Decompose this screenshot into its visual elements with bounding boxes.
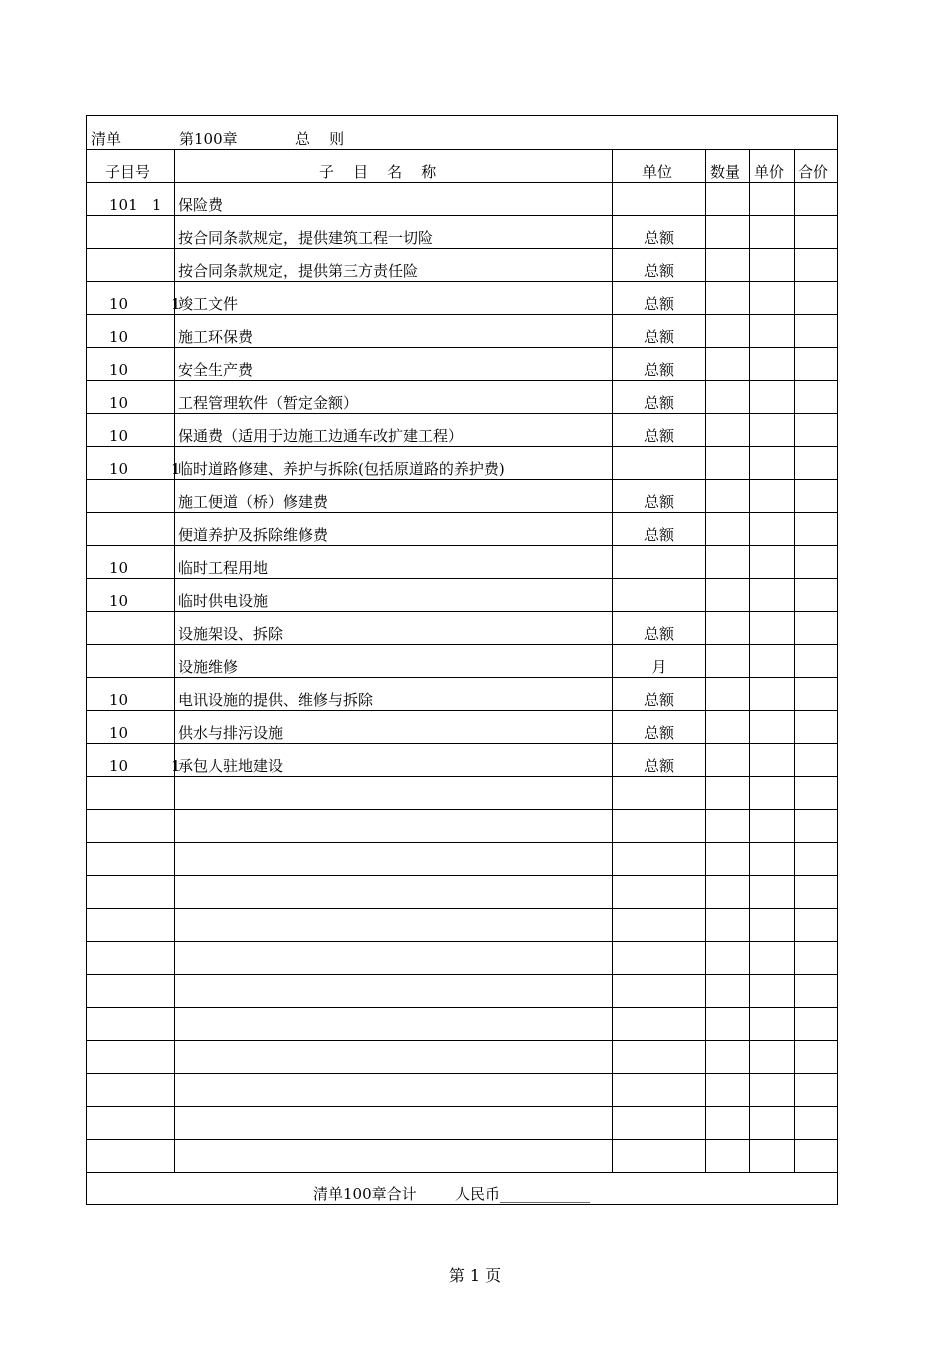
cell-name: 电讯设施的提供、维修与拆除 xyxy=(178,691,374,709)
cell-code: 10 xyxy=(109,691,129,709)
table-row xyxy=(87,248,837,281)
cell-code: 10 1 xyxy=(109,757,181,775)
cell-name: 设施维修 xyxy=(178,658,239,676)
table-row xyxy=(87,1040,837,1073)
table-row xyxy=(87,776,837,809)
cell-unit: 总额 xyxy=(643,328,674,346)
table-row xyxy=(87,1139,837,1172)
table-row xyxy=(87,545,837,578)
table-row xyxy=(87,875,837,908)
table-row xyxy=(87,512,837,545)
cell-unit: 总额 xyxy=(643,724,674,742)
cell-name: 承包人驻地建设 xyxy=(178,757,284,775)
cell-name: 施工环保费 xyxy=(178,328,254,346)
cell-unit: 总额 xyxy=(643,361,674,379)
table-row xyxy=(87,611,837,644)
cell-unit: 总额 xyxy=(643,262,674,280)
cell-name: 施工便道（桥）修建费 xyxy=(178,493,329,511)
table-row xyxy=(87,479,837,512)
total-label: 清单100章合计 xyxy=(313,1185,417,1203)
table-row xyxy=(87,347,837,380)
table-row xyxy=(87,413,837,446)
cell-unit: 总额 xyxy=(643,691,674,709)
cell-name: 保险费 xyxy=(178,196,224,214)
table-row xyxy=(87,215,837,248)
cell-name: 安全生产费 xyxy=(178,361,254,379)
cell-code: 101 1 xyxy=(109,196,162,214)
total-currency-field: 人民币____________ xyxy=(455,1185,591,1203)
table-row xyxy=(87,446,837,479)
cell-unit: 总额 xyxy=(643,757,674,775)
col-header-qty: 数量 xyxy=(710,163,741,181)
cell-unit: 总额 xyxy=(643,229,674,247)
table-row xyxy=(87,644,837,677)
table-row xyxy=(87,578,837,611)
cell-name: 临时工程用地 xyxy=(178,559,269,577)
col-header-price: 单价 xyxy=(754,163,785,181)
cell-name: 保通费（适用于边施工边通车改扩建工程） xyxy=(178,427,464,445)
cell-unit: 总额 xyxy=(643,625,674,643)
cell-name: 临时供电设施 xyxy=(178,592,269,610)
cell-code: 10 xyxy=(109,361,129,379)
col-header-total: 合价 xyxy=(798,163,829,181)
cell-unit: 月 xyxy=(651,658,667,676)
cell-name: 竣工文件 xyxy=(178,295,239,313)
cell-name: 设施架设、拆除 xyxy=(178,625,284,643)
cell-code: 10 1 xyxy=(109,295,181,313)
cell-code: 10 xyxy=(109,394,129,412)
cell-code: 10 xyxy=(109,592,129,610)
cell-unit: 总额 xyxy=(643,493,674,511)
table-row xyxy=(87,842,837,875)
table-row xyxy=(87,974,837,1007)
cell-code: 10 xyxy=(109,427,129,445)
table-row xyxy=(87,941,837,974)
table-row xyxy=(87,743,837,776)
chapter-number: 第100章 xyxy=(179,130,238,148)
table-row xyxy=(87,1106,837,1139)
cell-code: 10 xyxy=(109,559,129,577)
table-row xyxy=(87,1073,837,1106)
row-divider xyxy=(87,1172,837,1173)
table-row xyxy=(87,710,837,743)
table-row xyxy=(87,182,837,215)
cell-name: 临时道路修建、养护与拆除(包括原道路的养护费) xyxy=(178,460,505,478)
chapter-name: 总 则 xyxy=(295,130,345,148)
col-header-unit: 单位 xyxy=(642,163,673,181)
table-row xyxy=(87,809,837,842)
bill-sheet xyxy=(86,115,838,1205)
cell-name: 按合同条款规定，提供第三方责任险 xyxy=(178,262,419,280)
cell-unit: 总额 xyxy=(643,295,674,313)
table-row xyxy=(87,1007,837,1040)
table-row xyxy=(87,281,837,314)
table-row xyxy=(87,314,837,347)
cell-unit: 总额 xyxy=(643,427,674,445)
table-row xyxy=(87,677,837,710)
cell-code: 10 xyxy=(109,724,129,742)
cell-name: 按合同条款规定，提供建筑工程一切险 xyxy=(178,229,434,247)
cell-name: 便道养护及拆除维修费 xyxy=(178,526,329,544)
cell-name: 工程管理软件（暂定金额） xyxy=(178,394,359,412)
cell-code: 10 xyxy=(109,328,129,346)
table-row xyxy=(87,380,837,413)
cell-unit: 总额 xyxy=(643,526,674,544)
col-header-name: 子 目 名 称 xyxy=(319,163,437,181)
table-row xyxy=(87,908,837,941)
cell-name: 供水与排污设施 xyxy=(178,724,284,742)
page-number: 第 1 页 xyxy=(448,1266,502,1285)
col-header-code: 子目号 xyxy=(105,163,151,181)
cell-unit: 总额 xyxy=(643,394,674,412)
title-divider xyxy=(87,149,837,150)
cell-code: 10 1 xyxy=(109,460,181,478)
sheet-title-label: 清单 xyxy=(91,130,122,148)
